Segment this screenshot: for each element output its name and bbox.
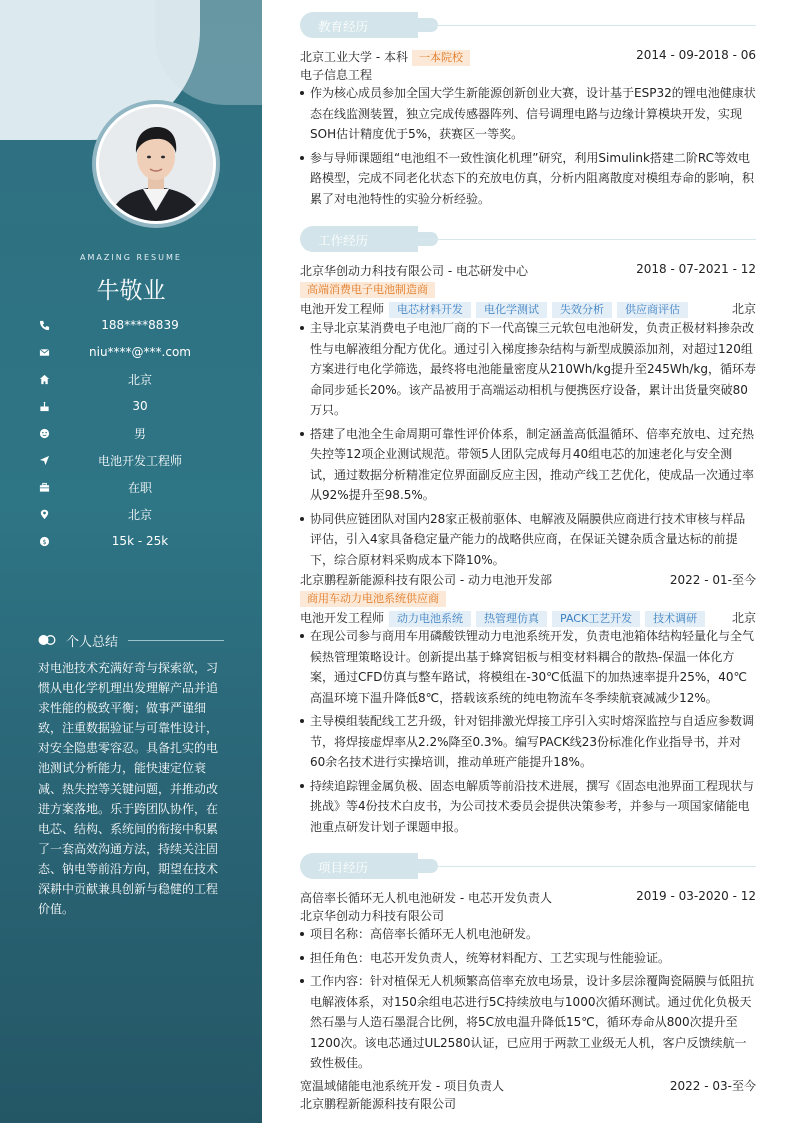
section-divider xyxy=(418,866,756,867)
age-text: 30 xyxy=(132,399,148,413)
skill-tag: 供应商评估 xyxy=(617,302,688,318)
location-icon xyxy=(38,508,50,520)
phone-icon xyxy=(38,319,50,331)
info-city xyxy=(0,369,262,389)
avatar-frame xyxy=(92,100,220,228)
skill-tag: 电化学测试 xyxy=(476,302,547,318)
info-location xyxy=(0,504,262,524)
section-education-header xyxy=(300,12,756,38)
city-text: 北京 xyxy=(127,372,152,387)
list-item: 主导北京某消费电子电池厂商的下一代高镍三元软包电池研发，负责正极材料掺杂改性与电解液组分配方优化。通过引入梯度掺杂结构与新型成膜添加剂，对超过120组方案进行电化学筛选，最终将电池能量密度从210Wh/kg提升至245Wh/kg，循环寿命同步延长20%。该产品被用于高端运动相机与便携医疗设备，累计出货量突破80万只。 xyxy=(300,318,756,421)
skill-tag: 技术调研 xyxy=(645,611,705,627)
school-name: 北京工业大学 - 本科 xyxy=(300,50,408,64)
info-age xyxy=(0,396,262,416)
major: 电子信息工程 xyxy=(300,68,373,82)
project-company-row xyxy=(300,1095,756,1112)
list-item: 参与导师课题组“电池组不一致性演化机理”研究，利用Simulink搭建二阶RC等效电路模型，完成不同老化状态下的充放电仿真，分析内阻离散度对模组寿命的影响，积累了对电池特性的实验分析经验。 xyxy=(300,148,756,210)
salary-text: 15k - 25k xyxy=(111,534,169,548)
job-period: 2018 - 07-2021 - 12 xyxy=(636,262,756,276)
status-text: 在职 xyxy=(127,480,152,495)
info-salary xyxy=(0,531,262,551)
info-phone xyxy=(0,315,262,335)
job-company: 北京鹏程新能源科技有限公司 - 动力电池开发部 xyxy=(300,573,552,587)
section-divider xyxy=(418,25,756,26)
project-name: 高倍率长循环无人机电池研发 - 电芯开发负责人 xyxy=(300,891,552,905)
avatar-photo xyxy=(99,107,213,221)
skill-tag: 电芯材料开发 xyxy=(389,302,471,318)
section-title: 教育经历 xyxy=(318,19,369,34)
info-email xyxy=(0,342,262,362)
summary-header xyxy=(38,631,224,649)
summary-text: 对电池技术充满好奇与探索欲，习惯从电化学机理出发理解产品并追求性能的极致平衡；做事严谨细致，注重数据验证与可靠性设计，对安全隐患零容忍。具备扎实的电池测试分析能力，能快速定位衰减、热失控等关键问题，并推动改进方案落地。乐于跨团队协作，在电芯、结构、系统间的衔接中积累了一套高效沟通方法，持续关注固态、钠电等前沿方向，期望在技术深耕中贡献兼具创新与稳健的工程价值。 xyxy=(38,661,219,917)
job-bullets xyxy=(300,318,756,573)
job-role-row xyxy=(300,300,756,317)
job-header xyxy=(300,262,756,279)
gender-text: 男 xyxy=(133,426,146,441)
project-company: 北京鹏程新能源科技有限公司 xyxy=(300,1097,457,1111)
job-city: 北京 xyxy=(731,302,756,316)
send-icon xyxy=(38,454,50,466)
industry-tag: 高端消费电子电池制造商 xyxy=(300,282,435,298)
job-bullets xyxy=(300,626,756,840)
skill-tag: 热管理仿真 xyxy=(476,611,547,627)
section-project-header xyxy=(300,853,756,879)
job-role-row xyxy=(300,609,756,626)
email-text: niu****@***.com xyxy=(89,345,191,359)
list-item: 担任角色：电芯开发负责人，统筹材料配方、工艺实现与性能验证。 xyxy=(300,948,756,969)
project-period: 2022 - 03-至今 xyxy=(669,1079,756,1093)
project-header xyxy=(300,1077,756,1094)
briefcase-icon xyxy=(38,481,50,493)
resume-tagline: AMAZING RESUME xyxy=(80,253,182,262)
sidebar xyxy=(0,0,262,1123)
job-company: 北京华创动力科技有限公司 - 电芯研发中心 xyxy=(300,264,528,278)
info-status xyxy=(0,477,262,497)
avatar xyxy=(96,104,216,224)
list-item: 协同供应链团队对国内28家正极前驱体、电解液及隔膜供应商进行技术审核与样品评估，引入4家具备稳定量产能力的战略供应商，在保证关键杂质含量达标的前提下，综合原材料采购成本下降10%。 xyxy=(300,509,756,571)
job-industry-row xyxy=(300,591,756,608)
skill-tag: PACK工艺开发 xyxy=(552,611,640,627)
cake-icon xyxy=(38,400,50,412)
home-icon xyxy=(38,373,50,385)
education-bullets xyxy=(300,83,756,212)
mail-icon xyxy=(38,346,50,358)
toggle-icon xyxy=(38,634,57,646)
list-item: 主导模组装配线工艺升级，针对铝排激光焊接工序引入实时熔深监控与自适应参数调节，将焊接虚焊率从2.2%降至0.3%。编写PACK线23份标准化作业指导书，并对60余名技术进行实操培训，推动单班产能提升18%。 xyxy=(300,711,756,773)
svg-text:$: $ xyxy=(41,537,47,546)
info-position xyxy=(0,450,262,470)
section-work-header xyxy=(300,226,756,252)
job-role: 电池开发工程师 xyxy=(300,611,385,625)
location-text: 北京 xyxy=(127,507,152,522)
info-gender xyxy=(0,423,262,443)
list-item: 搭建了电池全生命周期可靠性评价体系，制定涵盖高低温循环、倍率充放电、过充热失控等12项企业测试规范。带领5人团队完成每月40组电芯的加速老化与安全测试，通过数据分析精准定位界面副反应主因，推动产线工艺优化，使成品一次通过率从92%提升至98.5%。 xyxy=(300,424,756,506)
industry-tag: 商用车动力电池系统供应商 xyxy=(300,591,446,607)
section-divider xyxy=(418,239,756,240)
job-city: 北京 xyxy=(731,611,756,625)
list-item: 在现公司参与商用车用磷酸铁锂动力电池系统开发，负责电池箱体结构轻量化与全气候热管理策略设计。创新提出基于蜂窝铝板与相变材料耦合的散热-保温一体化方案，通过CFD仿真与整车路试，将模组在-30℃低温下的加热速率提升25%，40℃高温环境下温升降低8℃，搭载该系统的纯电物流车冬季续航衰减减少12%。 xyxy=(300,626,756,708)
list-item: 持续追踪锂金属负极、固态电解质等前沿技术进展，撰写《固态电池界面工程现状与挑战》等4份技术白皮书，为公司技术委员会提供决策参考，并参与一项国家储能电池重点研发计划子课题申报。 xyxy=(300,776,756,838)
list-item: 作为核心成员参加全国大学生新能源创新创业大赛，设计基于ESP32的锂电池健康状态在线监测装置，独立完成传感器阵列、信号调理电路与边缘计算模块开发，实现SOH估计精度优于5%，获赛区一等奖。 xyxy=(300,83,756,145)
list-item: 项目名称：高倍率长循环无人机电池研发。 xyxy=(300,924,756,945)
project-period: 2019 - 03-2020 - 12 xyxy=(636,889,756,903)
list-item: 工作内容：针对植保无人机频繁高倍率充放电场景，设计多层涂覆陶瓷隔膜与低阻抗电解液体系，对150余组电芯进行5C持续放电与1000次循环测试。通过优化负极天然石墨与人造石墨混合比例，将5C放电温升降低15℃，循环寿命从800次提升至1200次。该电芯通过UL2580认证，已应用于两款工业级无人机，客户反馈续航一致性极佳。 xyxy=(300,971,756,1074)
skill-tag: 动力电池系统 xyxy=(389,611,471,627)
summary-divider xyxy=(128,640,224,641)
section-title: 工作经历 xyxy=(318,233,369,248)
job-industry-row xyxy=(300,282,756,299)
phone-text: 188****8839 xyxy=(101,318,179,332)
position-text: 电池开发工程师 xyxy=(97,453,182,468)
job-period: 2022 - 01-至今 xyxy=(669,573,756,587)
project-company: 北京华创动力科技有限公司 xyxy=(300,909,445,923)
project-bullets xyxy=(300,924,756,1077)
project-name: 宽温域储能电池系统开发 - 项目负责人 xyxy=(300,1079,504,1093)
gender-icon xyxy=(38,427,50,439)
project-header xyxy=(300,889,756,906)
major-row xyxy=(300,66,756,83)
job-role: 电池开发工程师 xyxy=(300,302,385,316)
summary-title: 个人总结 xyxy=(66,634,119,650)
person-name: 牛敬业 xyxy=(96,278,166,304)
education-row xyxy=(300,48,756,65)
section-title: 项目经历 xyxy=(318,860,369,875)
skill-tag: 失效分析 xyxy=(552,302,612,318)
school-tag: 一本院校 xyxy=(412,50,470,66)
job-header xyxy=(300,571,756,588)
project-company-row xyxy=(300,907,756,924)
education-period: 2014 - 09-2018 - 06 xyxy=(636,48,756,62)
salary-icon xyxy=(38,535,50,547)
